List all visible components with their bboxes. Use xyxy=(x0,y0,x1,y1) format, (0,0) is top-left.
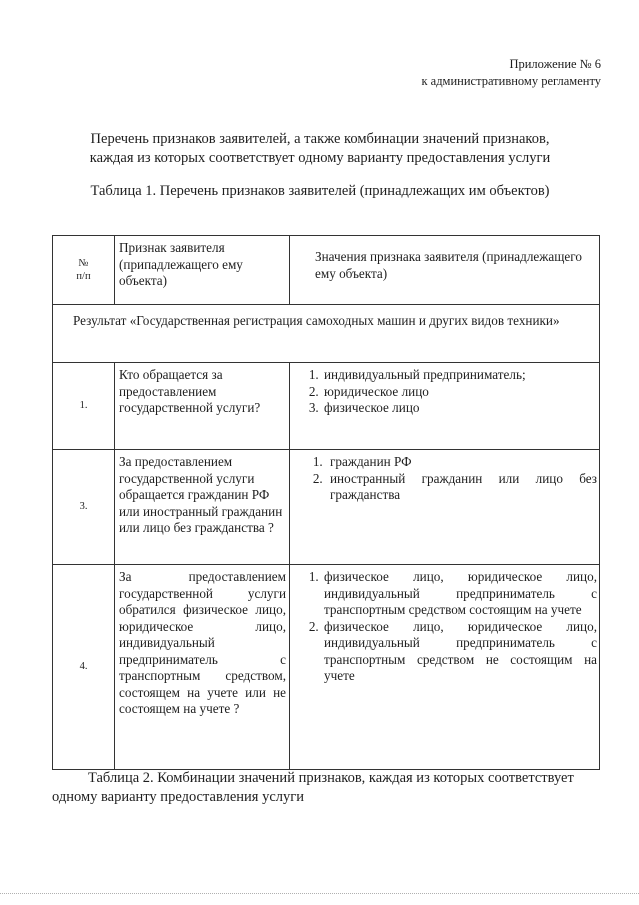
values-list xyxy=(293,367,597,417)
value-item: 3. физическое лицо xyxy=(322,400,597,417)
table1 xyxy=(52,235,600,770)
heading-line-1: Перечень признаков заявителей, а также комбинации значений признаков, xyxy=(90,131,550,147)
row-values xyxy=(290,363,600,450)
header-num-cell xyxy=(53,236,115,305)
result-row xyxy=(53,305,600,363)
value-item: 2. юридическое лицо xyxy=(322,384,597,401)
table-row xyxy=(53,450,600,565)
header-values-text: Значения признака заявителя (принадлежащего ему объекта) xyxy=(315,249,582,281)
header-values-cell xyxy=(290,236,600,305)
scan-edge-line xyxy=(0,893,639,895)
value-item: 1. физическое лицо, юридическое лицо, индивидуальный предприниматель с транспортным средством состоящим на учете xyxy=(322,569,597,619)
values-list xyxy=(293,454,597,504)
table-row xyxy=(53,565,600,770)
document-heading xyxy=(40,130,600,168)
table-row xyxy=(53,363,600,450)
table1-caption: Таблица 1. Перечень признаков заявителей (принадлежащих им объектов) xyxy=(90,183,550,199)
value-item: 1. индивидуальный предприниматель; xyxy=(322,367,597,384)
row-num: 1. xyxy=(53,363,115,450)
heading-line-2: каждая из которых соответствует одному варианту предоставления услуги xyxy=(89,150,551,166)
value-item: 1. гражданин РФ xyxy=(326,454,597,471)
row-values xyxy=(290,565,600,770)
header-num-abbr: п/п xyxy=(76,271,91,282)
result-text: Результат «Государственная регистрация самоходных машин и других видов техники» xyxy=(53,305,600,363)
row-sign: За предоставлением государственной услуги обращается гражданин РФ или иностранный гражданин или лицо без гражданства ? xyxy=(115,450,290,565)
appendix-label xyxy=(421,56,601,90)
appendix-line-2: к административному регламенту xyxy=(421,74,601,88)
row-num: 3. xyxy=(53,450,115,565)
header-num-symbol: № xyxy=(78,258,89,269)
header-sign-cell: Признак заявителя (припадлежащего ему объекта) xyxy=(115,236,290,305)
row-sign: За предоставлением государственной услуги обратился физическое лицо, юридическое лицо, индивидуальный предприниматель с транспортным средством, состоящем на учете или не состоящем на учете ? xyxy=(115,565,290,770)
row-sign: Кто обращается за предоставлением государственной услуги? xyxy=(115,363,290,450)
row-values xyxy=(290,450,600,565)
appendix-line-1: Приложение № 6 xyxy=(509,57,601,71)
value-item: 2. иностранный гражданин или лицо без гражданства xyxy=(326,471,597,504)
values-list xyxy=(293,569,597,685)
row-num: 4. xyxy=(53,565,115,770)
table2-caption: Таблица 2. Комбинации значений признаков, каждая из которых соответствует одному варианту предоставления услуги xyxy=(52,770,574,805)
value-item: 2. физическое лицо, юридическое лицо, индивидуальный предприниматель с транспортным средством не состоящим на учете xyxy=(322,619,597,685)
table-header-row xyxy=(53,236,600,305)
